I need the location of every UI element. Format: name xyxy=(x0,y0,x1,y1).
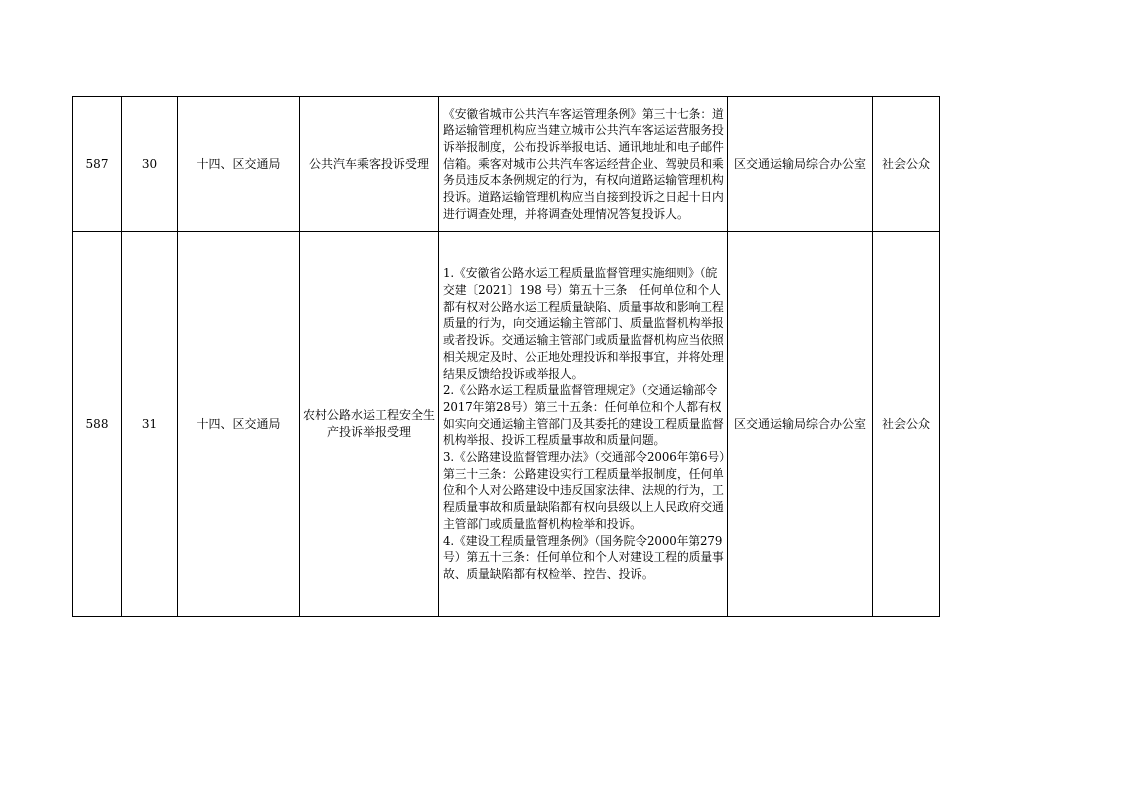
seq-cell: 587 xyxy=(73,97,122,232)
basis-paragraph: 1.《安徽省公路水运工程质量监督管理实施细则》（皖交建〔2021〕198 号）第五十三条 任何单位和个人都有权对公路水运工程质量缺陷、质量事故和影响工程质量的行为，向交通运输主管部门、质量监督机构举报或者投诉。交通运输主管部门或质量监督机构应当依照相关规定及时、公正地处理投诉和举报事宜，并将处理结果反馈给投诉或举报人。 xyxy=(443,266,724,381)
basis-paragraph: 2.《公路水运工程质量监督管理规定》（交通运输部令2017年第28号）第三十五条：任何单位和个人都有权如实向交通运输主管部门及其委托的建设工程质量监督机构举报、投诉工程质量事故和质量问题。 xyxy=(443,383,724,448)
sub-seq-cell: 30 xyxy=(122,97,178,232)
target-cell: 社会公众 xyxy=(873,97,940,232)
dept-cell: 十四、区交通局 xyxy=(178,97,300,232)
seq-cell: 588 xyxy=(73,232,122,617)
target-cell: 社会公众 xyxy=(873,232,940,617)
responsible-cell: 区交通运输局综合办公室 xyxy=(728,97,873,232)
table-row xyxy=(73,232,940,617)
basis-paragraph: 4.《建设工程质量管理条例》（国务院令2000年第279号）第五十三条：任何单位和个人对建设工程的质量事故、质量缺陷都有权检举、控告、投诉。 xyxy=(443,533,724,581)
item-cell: 公共汽车乘客投诉受理 xyxy=(300,97,439,232)
table-row xyxy=(73,97,940,232)
basis-cell xyxy=(439,97,728,232)
item-cell: 农村公路水运工程安全生产投诉举报受理 xyxy=(300,232,439,617)
basis-paragraph: 《安徽省城市公共汽车客运管理条例》第三十七条：道路运输管理机构应当建立城市公共汽车客运运营服务投诉举报制度，公布投诉举报电话、通讯地址和电子邮件信箱。乘客对城市公共汽车客运经营企业、驾驶员和乘务员违反本条例规定的行为，有权向道路运输管理机构投诉。道路运输管理机构应当自接到投诉之日起十日内进行调查处理，并将调查处理情况答复投诉人。 xyxy=(443,106,724,221)
records-table xyxy=(72,96,940,617)
dept-cell: 十四、区交通局 xyxy=(178,232,300,617)
basis-paragraph: 3.《公路建设监督管理办法》（交通部令2006年第6号）第三十三条：公路建设实行工程质量举报制度，任何单位和个人对公路建设中违反国家法律、法规的行为，工程质量事故和质量缺陷都有权向县级以上人民政府交通主管部门或质量监督机构检举和投诉。 xyxy=(443,450,725,531)
responsible-cell: 区交通运输局综合办公室 xyxy=(728,232,873,617)
basis-cell xyxy=(439,232,728,617)
sub-seq-cell: 31 xyxy=(122,232,178,617)
